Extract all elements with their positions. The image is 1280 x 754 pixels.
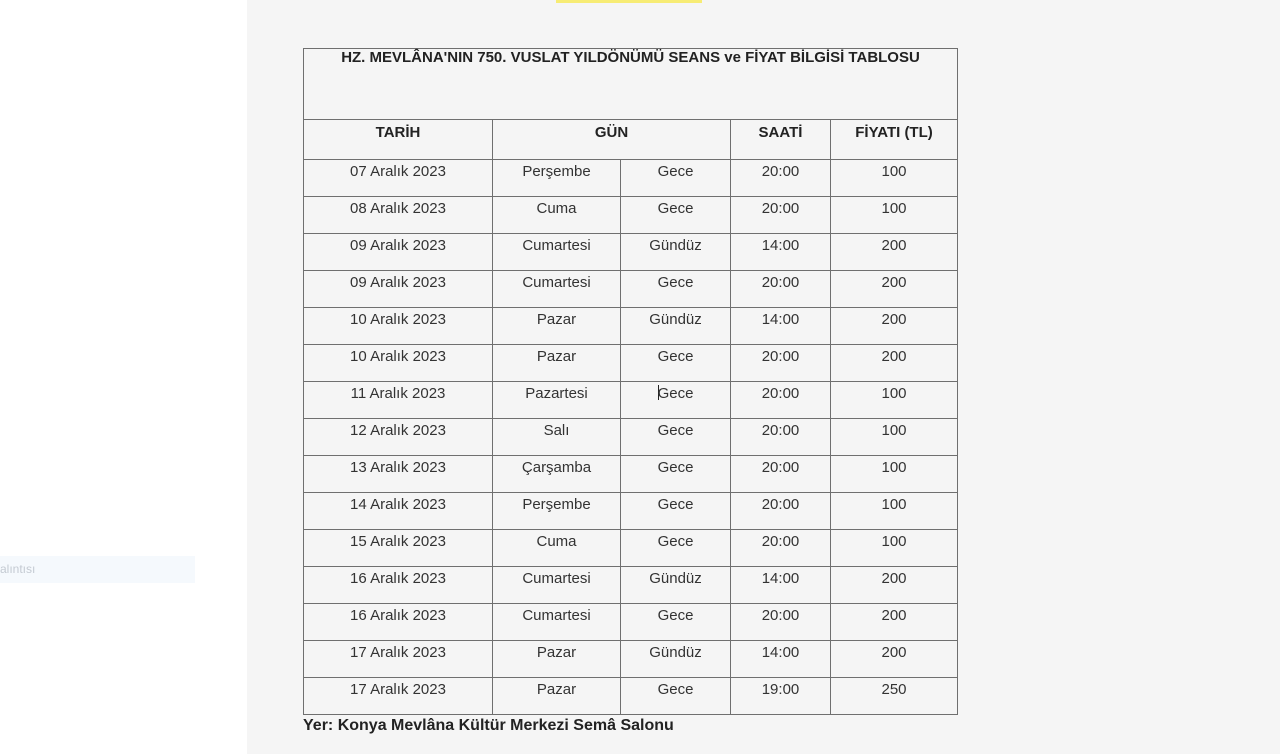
cell-price: 100	[831, 493, 958, 530]
cell-day: Cumartesi	[493, 234, 621, 271]
cell-day-part: Gece	[621, 345, 731, 382]
sidebar-link[interactable]: alıntısı	[0, 556, 195, 583]
cell-price: 100	[831, 382, 958, 419]
table-row	[304, 456, 958, 493]
session-price-table	[303, 48, 958, 715]
table-row	[304, 530, 958, 567]
cell-date: 14 Aralık 2023	[304, 493, 493, 530]
table-header-row	[304, 120, 958, 160]
cell-date: 17 Aralık 2023	[304, 641, 493, 678]
cell-date: 08 Aralık 2023	[304, 197, 493, 234]
table-row	[304, 160, 958, 197]
left-sidebar	[0, 0, 247, 754]
cell-time: 20:00	[731, 530, 831, 567]
cell-price: 100	[831, 456, 958, 493]
cell-price: 100	[831, 419, 958, 456]
cell-time: 20:00	[731, 382, 831, 419]
cell-day: Salı	[493, 419, 621, 456]
cell-day: Perşembe	[493, 160, 621, 197]
cell-time: 20:00	[731, 271, 831, 308]
table-row	[304, 641, 958, 678]
table-row	[304, 678, 958, 715]
cell-time: 19:00	[731, 678, 831, 715]
cell-day: Pazar	[493, 678, 621, 715]
cell-date: 10 Aralık 2023	[304, 308, 493, 345]
cell-day-part: Gece	[621, 419, 731, 456]
cell-date: 07 Aralık 2023	[304, 160, 493, 197]
cell-date: 17 Aralık 2023	[304, 678, 493, 715]
cell-date: 09 Aralık 2023	[304, 234, 493, 271]
cell-text: Gece	[657, 385, 694, 402]
cell-day: Cuma	[493, 197, 621, 234]
cell-time: 20:00	[731, 345, 831, 382]
table-row	[304, 493, 958, 530]
cell-price: 250	[831, 678, 958, 715]
cell-day-part	[621, 382, 731, 419]
venue-text: Yer: Konya Mevlâna Kültür Merkezi Semâ Salonu	[303, 717, 674, 734]
cell-price: 100	[831, 160, 958, 197]
cell-date: 15 Aralık 2023	[304, 530, 493, 567]
table-row	[304, 419, 958, 456]
table-row	[304, 345, 958, 382]
table-body	[304, 160, 958, 715]
cell-time: 20:00	[731, 456, 831, 493]
cell-time: 20:00	[731, 493, 831, 530]
cell-day-part: Gece	[621, 604, 731, 641]
cell-day-part: Gece	[621, 160, 731, 197]
column-header-time: SAATİ	[731, 120, 831, 160]
cell-day: Pazar	[493, 641, 621, 678]
cell-day: Pazar	[493, 345, 621, 382]
cell-day-part: Gece	[621, 271, 731, 308]
cell-time: 14:00	[731, 234, 831, 271]
table-row	[304, 567, 958, 604]
cell-time: 20:00	[731, 604, 831, 641]
cell-date: 09 Aralık 2023	[304, 271, 493, 308]
cell-day-part: Gece	[621, 493, 731, 530]
cell-time: 14:00	[731, 567, 831, 604]
cell-day-part: Gündüz	[621, 641, 731, 678]
table-row	[304, 308, 958, 345]
cell-day: Perşembe	[493, 493, 621, 530]
cell-day-part: Gece	[621, 678, 731, 715]
cell-time: 20:00	[731, 419, 831, 456]
cell-date: 11 Aralık 2023	[304, 382, 493, 419]
table-row	[304, 271, 958, 308]
cell-date: 13 Aralık 2023	[304, 456, 493, 493]
cell-price: 100	[831, 197, 958, 234]
cell-price: 200	[831, 345, 958, 382]
cell-date: 12 Aralık 2023	[304, 419, 493, 456]
table-row	[304, 234, 958, 271]
cell-date: 16 Aralık 2023	[304, 567, 493, 604]
cell-day: Pazar	[493, 308, 621, 345]
cell-price: 200	[831, 271, 958, 308]
cell-day: Çarşamba	[493, 456, 621, 493]
cell-price: 200	[831, 567, 958, 604]
highlight-strip	[556, 0, 702, 3]
cell-time: 20:00	[731, 197, 831, 234]
column-header-price: FİYATI (TL)	[831, 120, 958, 160]
table-row	[304, 382, 958, 419]
table-title: HZ. MEVLÂNA'NIN 750. VUSLAT YILDÖNÜMÜ SEANS ve FİYAT BİLGİSİ TABLOSU	[304, 49, 958, 120]
cell-day-part: Gündüz	[621, 567, 731, 604]
column-header-day: GÜN	[493, 120, 731, 160]
cell-day: Cumartesi	[493, 567, 621, 604]
cell-price: 200	[831, 604, 958, 641]
cell-day: Cumartesi	[493, 604, 621, 641]
cell-day: Pazartesi	[493, 382, 621, 419]
cell-time: 14:00	[731, 308, 831, 345]
cell-day-part: Gece	[621, 530, 731, 567]
cell-day-part: Gündüz	[621, 234, 731, 271]
column-header-date: TARİH	[304, 120, 493, 160]
cell-date: 16 Aralık 2023	[304, 604, 493, 641]
cell-day-part: Gece	[621, 197, 731, 234]
table-row	[304, 604, 958, 641]
cell-time: 20:00	[731, 160, 831, 197]
cell-day-part: Gece	[621, 456, 731, 493]
cell-price: 100	[831, 530, 958, 567]
table-row	[304, 197, 958, 234]
cell-day-part: Gündüz	[621, 308, 731, 345]
cell-day: Cumartesi	[493, 271, 621, 308]
cell-day: Cuma	[493, 530, 621, 567]
cell-price: 200	[831, 641, 958, 678]
cell-price: 200	[831, 234, 958, 271]
cell-price: 200	[831, 308, 958, 345]
cell-date: 10 Aralık 2023	[304, 345, 493, 382]
cell-time: 14:00	[731, 641, 831, 678]
